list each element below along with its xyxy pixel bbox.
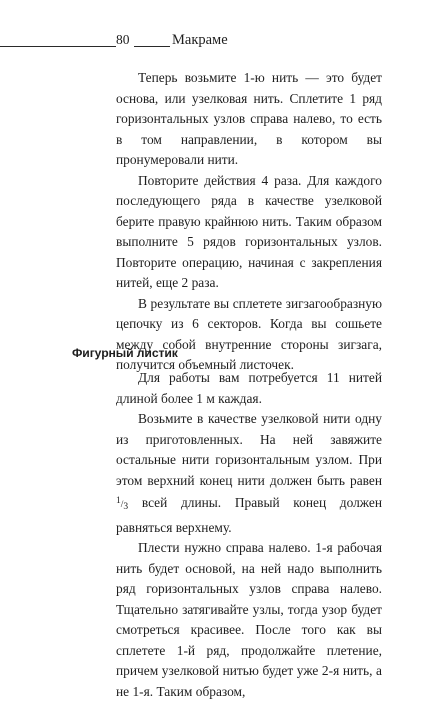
paragraph: Повторите действия 4 раза. Для каждого последующего ряда в качестве узелковой берите правую крайнюю нить. Таким образом выполните 5 рядов горизонтальных узлов. Повторите операцию, начиная с закрепления нитей, еще 2 раза. [116, 172, 382, 290]
header-rule [0, 46, 170, 47]
running-title: Макраме [172, 32, 228, 48]
paragraph: В результате вы сплетете зигзагообразную цепочку из 6 секторов. Когда вы сошьете между собой внутренние стороны зигзага, получится объемный листочек. [116, 295, 382, 372]
running-header [0, 32, 426, 52]
section-2-text [116, 368, 382, 702]
fraction: $^1/_3$ [116, 496, 129, 512]
paragraph-text: Возьмите в качестве узелковой нити одну из приготовленных. На ней завяжите остальные нити горизонтальным узлом. При этом верхний конец нити должен быть равен [116, 411, 382, 488]
section-heading: Фигурный листик [72, 346, 178, 360]
paragraph: Для работы вам потребуется 11 нитей длиной более 1 м каждая. [116, 370, 382, 406]
paragraph-text: всей длины. Правый конец должен равняться верхнему. [116, 495, 382, 535]
paragraph-with-fraction [116, 409, 382, 538]
page-number: 80 [116, 32, 134, 48]
section-1-text [116, 68, 382, 376]
paragraph: Теперь возьмите 1-ю нить — это будет основа, или узелковая нить. Сплетите 1 ряд горизонтальных узлов справа налево, то есть в том направлении, в котором вы пронумеровали нити. [116, 70, 382, 167]
paragraph: Плести нужно справа налево. 1-я рабочая нить будет основой, на ней надо выполнить ряд горизонтальных узлов справа налево. Тщательно затягивайте узлы, тогда узор будет смотреться красивее. После того как вы сплетете 1-й ряд, продолжайте плетение, причем узелковой нитью будет уже 2-я нить, а не 1-я. Таким образом, [116, 540, 382, 699]
fraction-denominator: 3 [123, 502, 129, 512]
fraction-numerator: 1 [116, 496, 121, 506]
